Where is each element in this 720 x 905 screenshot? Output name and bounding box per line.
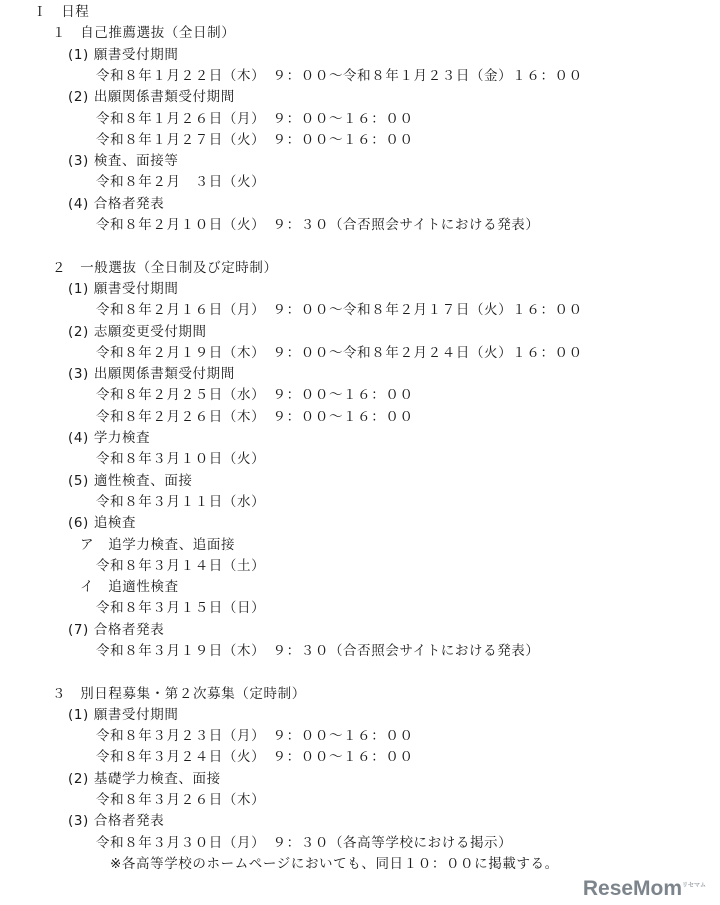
schedule-line: 令和８年３月３０日（月） ９：３０（各高等学校における掲示） [96, 835, 513, 851]
schedule-line: 令和８年２月 ３日（火） [96, 174, 266, 190]
schedule-line: 令和８年２月２６日（木） ９：００～１６：００ [96, 409, 414, 425]
schedule-line: 令和８年３月１５日（日） [96, 600, 266, 616]
item-label: (1) 願書受付期間 [68, 707, 179, 723]
schedule-line: 令和８年１月２７日（火） ９：００～１６：００ [96, 132, 414, 148]
item-label: (7) 合格者発表 [68, 622, 165, 638]
schedule-line: 令和８年３月２４日（火） ９：００～１６：００ [96, 749, 414, 765]
item-label: (4) 学力検査 [68, 430, 151, 446]
item-label: (3) 合格者発表 [68, 813, 165, 829]
schedule-line: 令和８年２月１６日（月） ９：００～令和８年２月１７日（火）１６：００ [96, 302, 583, 318]
schedule-line: 令和８年３月２３日（月） ９：００～１６：００ [96, 728, 414, 744]
item-label: (1) 願書受付期間 [68, 281, 179, 297]
subitem-label: イ 追適性検査 [80, 579, 179, 595]
schedule-line: 令和８年３月１９日（木） ９：３０（合否照会サイトにおける発表） [96, 643, 540, 659]
section-heading: ２ 一般選抜（全日制及び定時制） [52, 260, 278, 276]
item-label: (4) 合格者発表 [68, 196, 165, 212]
schedule-line: 令和８年３月２６日（木） [96, 792, 266, 808]
schedule-line: 令和８年３月１０日（火） [96, 451, 266, 467]
item-label: (6) 追検査 [68, 515, 137, 531]
item-label: (3) 検査、面接等 [68, 153, 179, 169]
schedule-line: 令和８年２月２５日（水） ９：００～１６：００ [96, 387, 414, 403]
item-label: (2) 基礎学力検査、面接 [68, 771, 221, 787]
item-label: (5) 適性検査、面接 [68, 473, 193, 489]
schedule-note: ※各高等学校のホームページにおいても、同日１０：００に掲載する。 [110, 856, 559, 872]
item-label: (3) 出願関係書類受付期間 [68, 366, 235, 382]
item-label: (2) 出願関係書類受付期間 [68, 89, 235, 105]
schedule-line: 令和８年３月１１日（水） [96, 494, 266, 510]
resemom-logo: ReseMom$^{リセマム}$ [582, 877, 706, 900]
schedule-line: 令和８年３月１４日（土） [96, 558, 266, 574]
schedule-line: 令和８年１月２２日（木） ９：００～令和８年１月２３日（金）１６：００ [96, 68, 583, 84]
document-title: Ｉ 日程 [33, 4, 90, 20]
item-label: (2) 志願変更受付期間 [68, 324, 207, 340]
schedule-line: 令和８年１月２６日（月） ９：００～１６：００ [96, 111, 414, 127]
section-heading: ３ 別日程募集・第２次募集（定時制） [52, 686, 306, 702]
schedule-line: 令和８年２月１０日（火） ９：３０（合否照会サイトにおける発表） [96, 217, 540, 233]
item-label: (1) 願書受付期間 [68, 47, 179, 63]
schedule-line: 令和８年２月１９日（木） ９：００～令和８年２月２４日（火）１６：００ [96, 345, 583, 361]
subitem-label: ア 追学力検査、追面接 [80, 537, 236, 553]
section-heading: １ 自己推薦選抜（全日制） [52, 25, 236, 41]
